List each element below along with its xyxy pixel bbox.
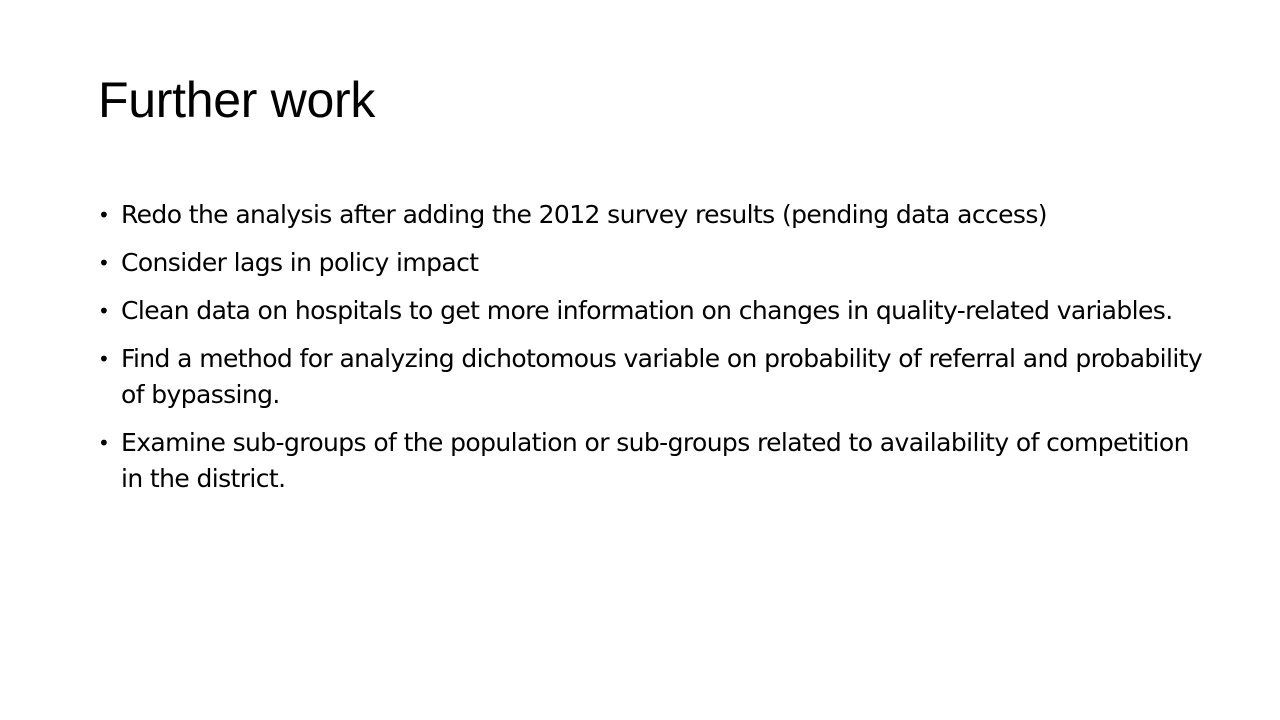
bullet-item [98,425,1208,497]
bullet-item [98,293,1208,329]
bullet-dot-icon: • [98,431,110,455]
slide-title: Further work [98,72,376,128]
bullet-list [98,197,1208,509]
bullet-dot-icon: • [98,251,110,275]
bullet-dot-icon: • [98,347,110,371]
bullet-dot-icon: • [98,299,110,323]
bullet-text: Redo the analysis after adding the 2012 survey results (pending data access) [121,200,1047,229]
bullet-text: Consider lags in policy impact [121,248,479,277]
bullet-text: Clean data on hospitals to get more information on changes in quality-related variables. [121,296,1173,325]
bullet-item [98,197,1208,233]
bullet-text: Examine sub-groups of the population or sub-groups related to availability of competition in the district. [121,428,1189,493]
bullet-text: Find a method for analyzing dichotomous variable on probability of referral and probability of bypassing. [121,344,1203,409]
bullet-dot-icon: • [98,203,110,227]
bullet-item [98,245,1208,281]
bullet-item [98,341,1208,413]
